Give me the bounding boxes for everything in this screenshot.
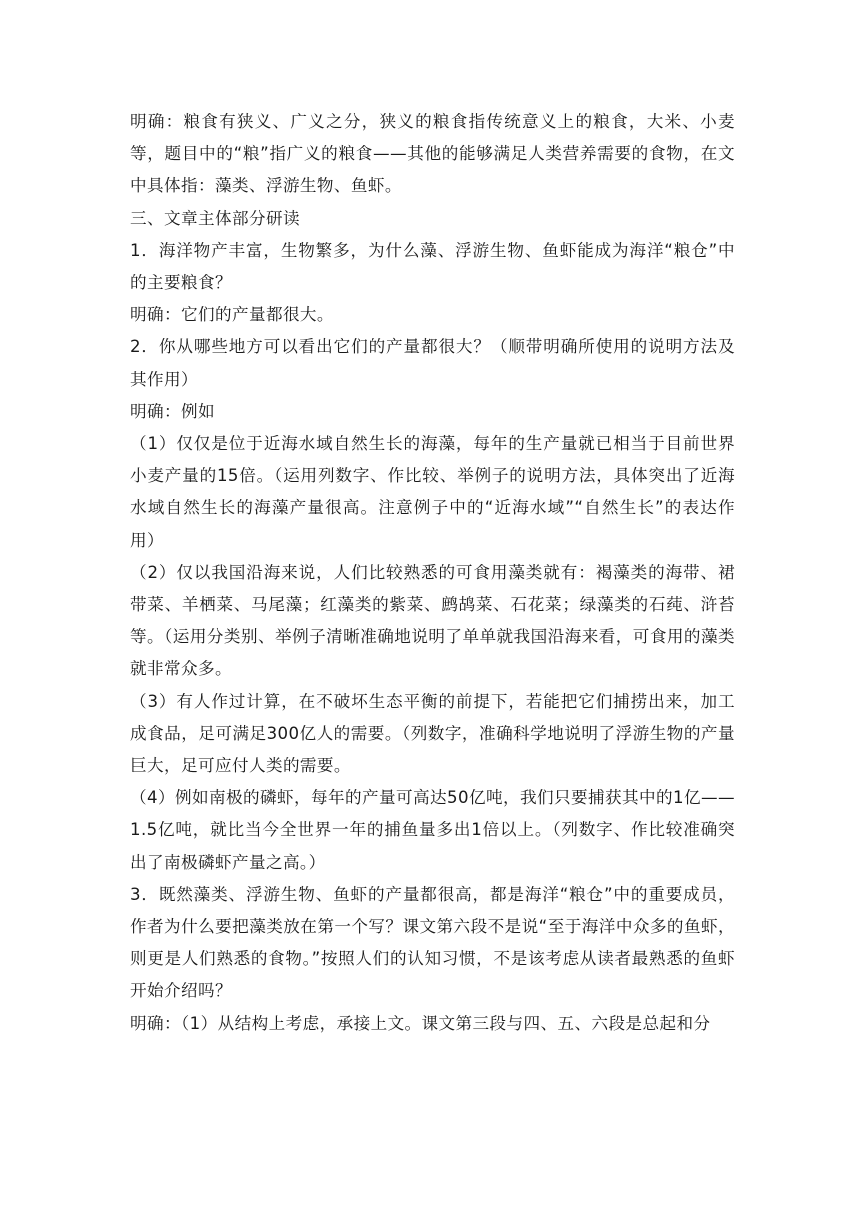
answer-3: 明确：（1）从结构上考虑，承接上文。课文第三段与四、五、六段是总起和分 xyxy=(130,1013,711,1033)
answer-2-intro: 明确：例如 xyxy=(130,401,215,421)
example-2: （2）仅以我国沿海来说，人们比较熟悉的可食用藻类就有：褐藻类的海带、裙带菜、羊栖菜、马尾藻；红藻类的紫菜、鹧鸪菜、石花菜；绿藻类的石莼、浒苔等。（运用分类别、举例子清晰准确地说明了单单就我国沿海来看，可食用的藻类就非常众多。 xyxy=(130,562,735,679)
question-3: 3．既然藻类、浮游生物、鱼虾的产量都很高，都是海洋“粮仓”中的重要成员，作者为什么要把藻类放在第一个写？课文第六段不是说“至于海洋中众多的鱼虾，则更是人们熟悉的食物。”按照人们的认知习惯，不是该考虑从读者最熟悉的鱼虾开始介绍吗？ xyxy=(130,884,735,1001)
example-1: （1）仅仅是位于近海水域自然生长的海藻，每年的生产量就已相当于目前世界小麦产量的15倍。（运用列数字、作比较、举例子的说明方法，具体突出了近海水域自然生长的海藻产量很高。注意例子中的“近海水域”“自然生长”的表达作用） xyxy=(130,434,735,550)
section-heading-3: 三、文章主体部分研读 xyxy=(130,208,300,228)
question-1: 1．海洋物产丰富，生物繁多，为什么藻、浮游生物、鱼虾能成为海洋“粮仓”中的主要粮食？ xyxy=(130,240,735,293)
question-2: 2．你从哪些地方可以看出它们的产量都很大？（顺带明确所使用的说明方法及其作用） xyxy=(130,337,735,389)
paragraph-definition: 明确：粮食有狭义、广义之分，狭义的粮食指传统意义上的粮食，大米、小麦等，题目中的“粮”指广义的粮食——其他的能够满足人类营养需要的食物，在文中具体指：藻类、浮游生物、鱼虾。 xyxy=(130,112,735,196)
example-3: （3）有人作过计算，在不破坏生态平衡的前提下，若能把它们捕捞出来，加工成食品，足可满足300亿人的需要。（列数字，准确科学地说明了浮游生物的产量巨大，足可应付人类的需要。 xyxy=(130,691,735,776)
document-body xyxy=(130,106,735,1040)
answer-1: 明确：它们的产量都很大。 xyxy=(130,305,334,325)
example-4: （4）例如南极的磷虾，每年的产量可高达50亿吨，我们只要捕获其中的1亿——1.5亿吨，就比当今全世界一年的捕鱼量多出1倍以上。（列数字、作比较准确突出了南极磷虾产量之高。） xyxy=(130,788,735,872)
